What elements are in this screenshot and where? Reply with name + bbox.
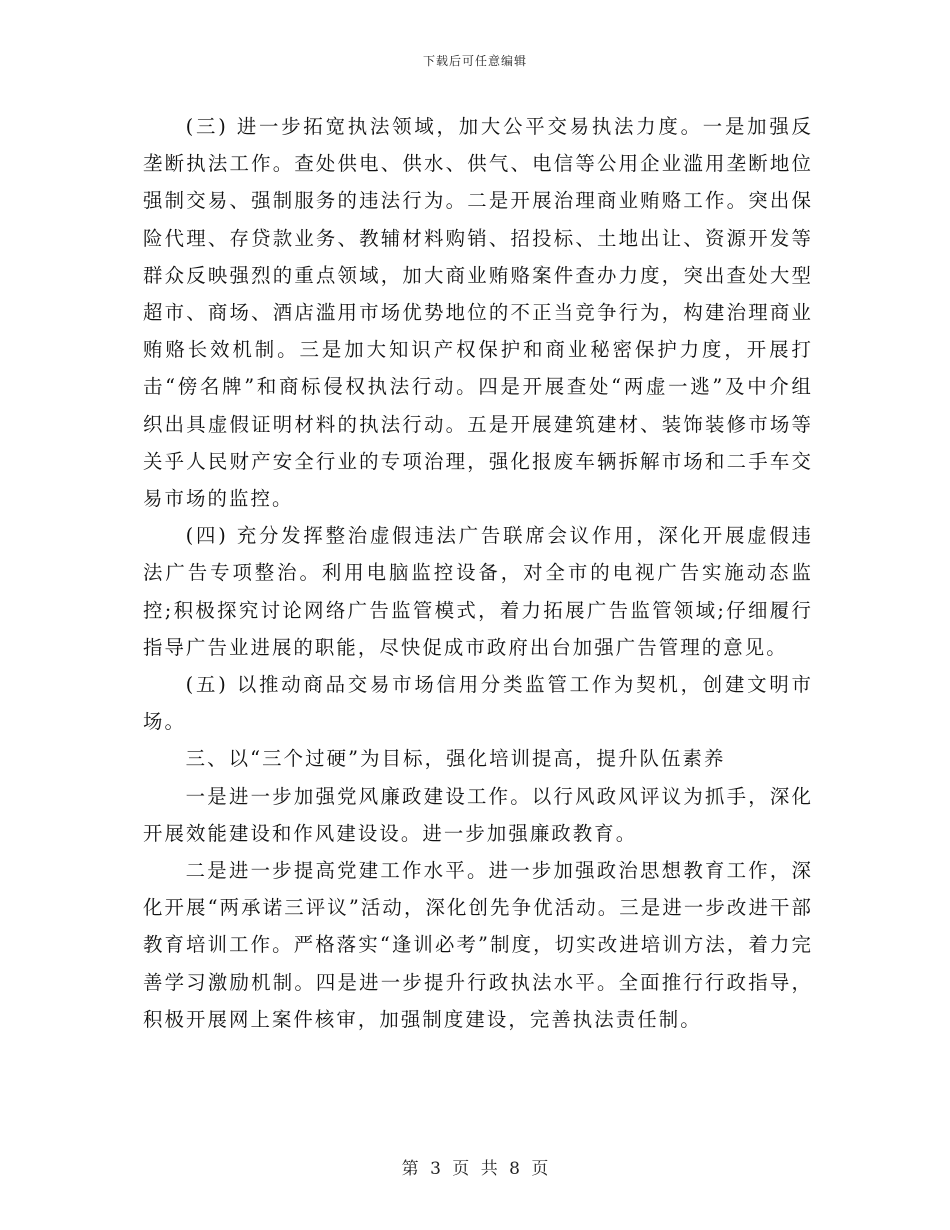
paragraph-item-2: 二是进一步提高党建工作水平。进一步加强政治思想教育工作，深化开展“两承诺三评议”活动，深化创先争优活动。三是进一步改进干部教育培训工作。严格落实“逢训必考”制度，切实改进培训方法，着力完善学习激励机制。四是进一步提升行政执法水平。全面推行行政指导，积极开展网上案件核审，加强制度建设，完善执法责任制。 <box>143 859 813 1031</box>
page-header-note: 下载后可任意编辑 <box>422 54 527 68</box>
document-body <box>143 108 813 1038</box>
page-number: 第 3 页 共 8 页 <box>401 1159 549 1179</box>
paragraph-section-5: (五) 以推动商品交易市场信用分类监管工作为契机，创建文明市场。 <box>143 673 813 734</box>
paragraph-section-3: (三) 进一步拓宽执法领域，加大公平交易执法力度。一是加强反垄断执法工作。查处供电、供水、供气、电信等公用企业滥用垄断地位强制交易、强制服务的违法行为。二是开展治理商业贿赂工作。突出保险代理、存贷款业务、教辅材料购销、招投标、土地出让、资源开发等群众反映强烈的重点领域，加大商业贿赂案件查办力度，突出查处大型超市、商场、酒店滥用市场优势地位的不正当竞争行为，构建治理商业贿赂长效机制。三是加大知识产权保护和商业秘密保护力度，开展打击“傍名牌”和商标侵权执法行动。四是开展查处“两虚一逃”及中介组织出具虚假证明材料的执法行动。五是开展建筑建材、装饰装修市场等关乎人民财产安全行业的专项治理，强化报废车辆拆解市场和二手车交易市场的监控。 <box>143 115 813 511</box>
section-heading-three: 三、以“三个过硬”为目标，强化培训提高，提升队伍素养 <box>185 747 726 771</box>
paragraph-section-4: (四) 充分发挥整治虚假违法广告联席会议作用，深化开展虚假违法广告专项整治。利用电脑监控设备，对全市的电视广告实施动态监控;积极探究讨论网络广告监管模式，着力拓展广告监管领域;仔细履行指导广告业进展的职能，尽快促成市政府出台加强广告管理的意见。 <box>143 524 813 659</box>
paragraph-item-1: 一是进一步加强党风廉政建设工作。以行风政风评议为抓手，深化开展效能建设和作风建设设。进一步加强廉政教育。 <box>143 784 813 845</box>
